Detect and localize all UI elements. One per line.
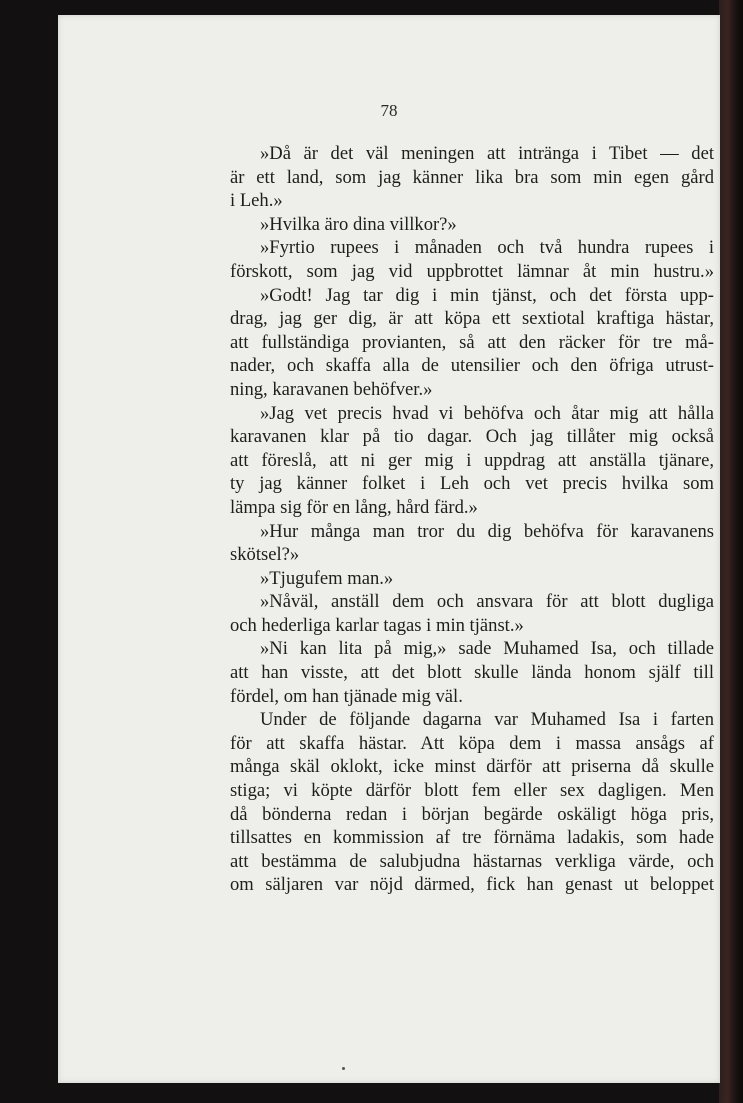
text-line: att föreslå, att ni ger mig i uppdrag att anställa tjänare, (230, 449, 714, 471)
text-line: karavanen klar på tio dagar. Och jag tillåter mig också (230, 426, 714, 448)
text-line: ning, karavanen behöfver.» (230, 378, 433, 400)
text-line: Under de följande dagarna var Muhamed Isa i farten (260, 709, 714, 731)
text-line: många skäl oklokt, icke minst därför att priserna då skulle (230, 756, 714, 778)
text-line: »Nåväl, anställ dem och ansvara för att blott dugliga (260, 591, 714, 613)
book-page (58, 15, 720, 1083)
page-number: 78 (380, 101, 398, 120)
text-line: tillsattes en kommission af tre förnäma ladakis, som hade (230, 827, 714, 849)
text-line: att fullständiga provianten, så att den räcker för tre må- (230, 331, 714, 353)
text-line: ty jag känner folket i Leh och vet precis hvilka som (230, 473, 714, 495)
text-line: är ett land, som jag känner lika bra som min egen gård (230, 166, 714, 188)
text-line: lämpa sig för en lång, hård färd.» (230, 496, 478, 518)
text-line: »Jag vet precis hvad vi behöfva och åtar mig att hålla (260, 402, 714, 424)
text-line: »Fyrtio rupees i månaden och två hundra rupees i (260, 237, 714, 259)
text-line: »Tjugufem man.» (260, 567, 394, 589)
text-line: nader, och skaffa alla de utensilier och den öfriga utrust- (230, 355, 714, 377)
text-line: »Hvilka äro dina villkor?» (260, 213, 457, 235)
text-line: att bestämma de salubjudna hästarnas verkliga värde, och (230, 850, 714, 872)
text-line: i Leh.» (230, 190, 283, 212)
text-line: för att skaffa hästar. Att köpa dem i massa ansågs af (230, 732, 714, 754)
text-line: att han visste, att det blott skulle lända honom själf till (230, 662, 714, 684)
text-line: förskott, som jag vid uppbrottet lämnar åt min hustru.» (230, 260, 714, 282)
text-line: »Då är det väl meningen att intränga i Tibet — det (260, 143, 714, 164)
text-line: fördel, om han tjänade mig väl. (230, 685, 463, 707)
text-line: »Godt! Jag tar dig i min tjänst, och det första upp- (260, 284, 714, 306)
text-line: då bönderna redan i början begärde oskäligt höga pris, (230, 803, 714, 825)
text-line: om säljaren var nöjd därmed, fick han genast ut beloppet (230, 874, 714, 896)
text-line: stiga; vi köpte därför blott fem eller sex dagligen. Men (230, 780, 714, 802)
paper-speck (342, 1067, 345, 1070)
text-line: »Hur många man tror du dig behöfva för karavanens (260, 520, 714, 542)
text-line: och hederliga karlar tagas i min tjänst.» (230, 614, 524, 636)
text-line: drag, jag ger dig, är att köpa ett sextiotal kraftiga hästar, (230, 308, 714, 330)
text-line: »Ni kan lita på mig,» sade Muhamed Isa, och tillade (260, 638, 714, 660)
body-text (230, 142, 714, 922)
text-line: skötsel?» (230, 544, 300, 566)
book-spine-edge (719, 0, 743, 1103)
